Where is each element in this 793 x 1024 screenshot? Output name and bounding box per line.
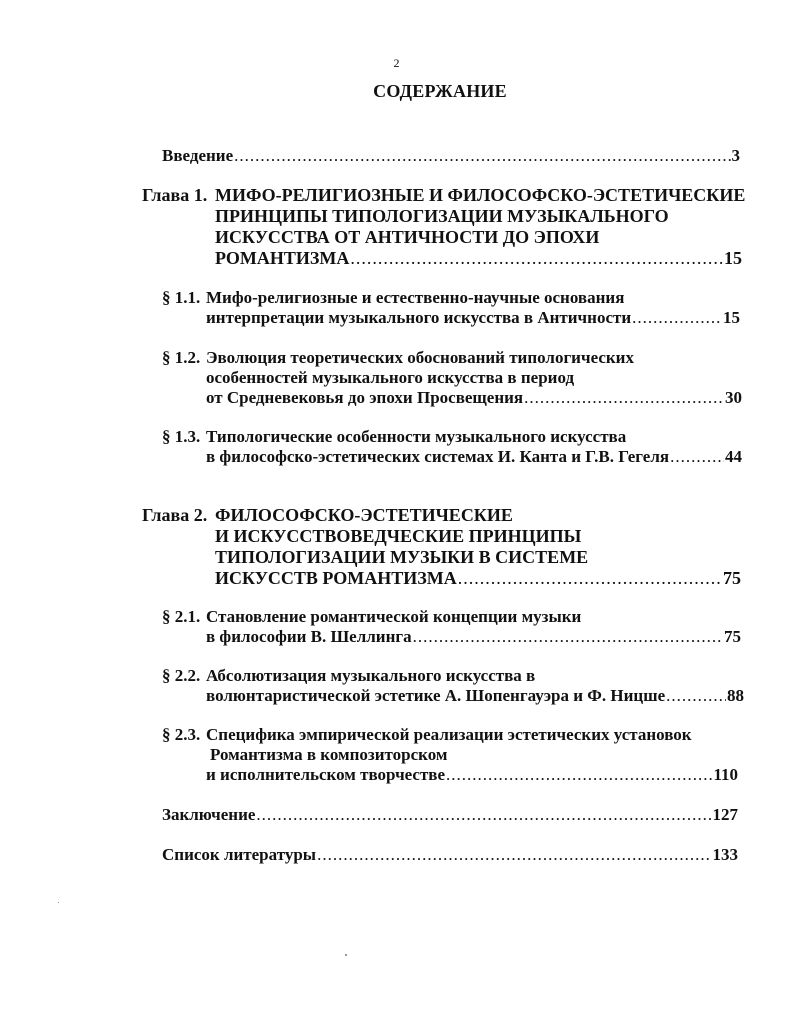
dot-leader (350, 248, 723, 268)
toc-page-number: 127 (712, 805, 738, 824)
chapter-title-line: ИСКУССТВА ОТ АНТИЧНОСТИ ДО ЭПОХИ (215, 227, 600, 247)
toc-page-number: 15 (723, 308, 740, 327)
toc-page-number: 133 (712, 845, 738, 864)
toc-entry-section-2-1[interactable] (206, 627, 741, 647)
section-title-line: Эволюция теоретических обоснований типологических (206, 348, 634, 367)
section-title-line: Абсолютизация музыкального искусства в (206, 666, 536, 685)
section-title-line: и исполнительском творчестве (206, 765, 446, 784)
section-label: § 1.2. (162, 348, 201, 367)
dot-leader (413, 627, 723, 647)
toc-page-number: 15 (724, 248, 742, 268)
chapter-title-line: ФИЛОСОФСКО-ЭСТЕТИЧЕСКИЕ (215, 505, 513, 525)
toc-page-number: 75 (723, 568, 741, 588)
toc-entry-section-1-2[interactable] (206, 388, 742, 408)
dot-leader (632, 308, 722, 328)
toc-entry-text: Введение (162, 146, 234, 165)
toc-entry-section-2-3[interactable] (206, 765, 738, 785)
chapter-label: Глава 1. (142, 185, 208, 205)
section-title-line: интерпретации музыкального искусства в Античности (206, 308, 632, 327)
dot-leader (666, 686, 726, 706)
dot-leader (317, 845, 711, 865)
toc-page-number: 75 (724, 627, 741, 646)
toc-page-number: 44 (725, 447, 742, 466)
chapter-title-line: И ИСКУССТВОВЕДЧЕСКИЕ ПРИНЦИПЫ (215, 526, 582, 546)
dot-leader (234, 146, 730, 166)
section-title-line: от Средневековья до эпохи Просвещения (206, 388, 524, 407)
chapter-title-line: ИСКУССТВ РОМАНТИЗМА (215, 568, 457, 588)
section-title-line: в философии В. Шеллинга (206, 627, 412, 646)
section-title-line: Становление романтической концепции музыки (206, 607, 582, 626)
section-title-line: особенностей музыкального искусства в период (206, 368, 575, 387)
scan-speck (345, 954, 347, 956)
toc-page-number: 110 (713, 765, 738, 784)
dot-leader (446, 765, 712, 785)
toc-page-number: 30 (725, 388, 742, 407)
toc-entry-text: Заключение (162, 805, 256, 824)
dot-leader (256, 805, 711, 825)
dot-leader (670, 447, 724, 467)
toc-entry-introduction[interactable] (162, 146, 740, 166)
section-title-line: Специфика эмпирической реализации эстетических установок (206, 725, 692, 744)
section-title-line: Мифо-религиозные и естественно-научные основания (206, 288, 625, 307)
section-title-line: Типологические особенности музыкального искусства (206, 427, 627, 446)
toc-entry-section-2-2[interactable] (206, 686, 744, 706)
section-label: § 2.2. (162, 666, 201, 685)
section-label: § 2.1. (162, 607, 201, 626)
scan-speck (58, 902, 59, 903)
page-title: СОДЕРЖАНИЕ (373, 81, 507, 101)
section-title-line: Романтизма в композиторском (210, 745, 448, 764)
toc-page-number: 88 (727, 686, 744, 705)
dot-leader (524, 388, 724, 408)
toc-entry-section-1-1[interactable] (206, 308, 740, 328)
page-number: 2 (393, 56, 400, 70)
chapter-title-line: ТИПОЛОГИЗАЦИИ МУЗЫКИ В СИСТЕМЕ (215, 547, 589, 567)
chapter-title-line: МИФО-РЕЛИГИОЗНЫЕ И ФИЛОСОФСКО-ЭСТЕТИЧЕСКИЕ (215, 185, 746, 205)
toc-entry-chapter-1[interactable] (215, 248, 742, 268)
section-label: § 1.1. (162, 288, 201, 307)
section-title-line: волюнтаристической эстетике А. Шопенгауэра и Ф. Ницше (206, 686, 666, 705)
chapter-title-line: РОМАНТИЗМА (215, 248, 350, 268)
section-label: § 2.3. (162, 725, 201, 744)
toc-entry-section-1-3[interactable] (206, 447, 742, 467)
toc-entry-text: Список литературы (162, 845, 317, 864)
section-label: § 1.3. (162, 427, 201, 446)
section-title-line: в философско-эстетических системах И. Канта и Г.В. Гегеля (206, 447, 670, 466)
toc-entry-bibliography[interactable] (162, 845, 738, 865)
dot-leader (458, 568, 722, 588)
toc-entry-chapter-2[interactable] (215, 568, 741, 588)
chapter-title-line: ПРИНЦИПЫ ТИПОЛОГИЗАЦИИ МУЗЫКАЛЬНОГО (215, 206, 669, 226)
chapter-label: Глава 2. (142, 505, 208, 525)
toc-page-number: 3 (731, 146, 740, 165)
toc-entry-conclusion[interactable] (162, 805, 738, 825)
